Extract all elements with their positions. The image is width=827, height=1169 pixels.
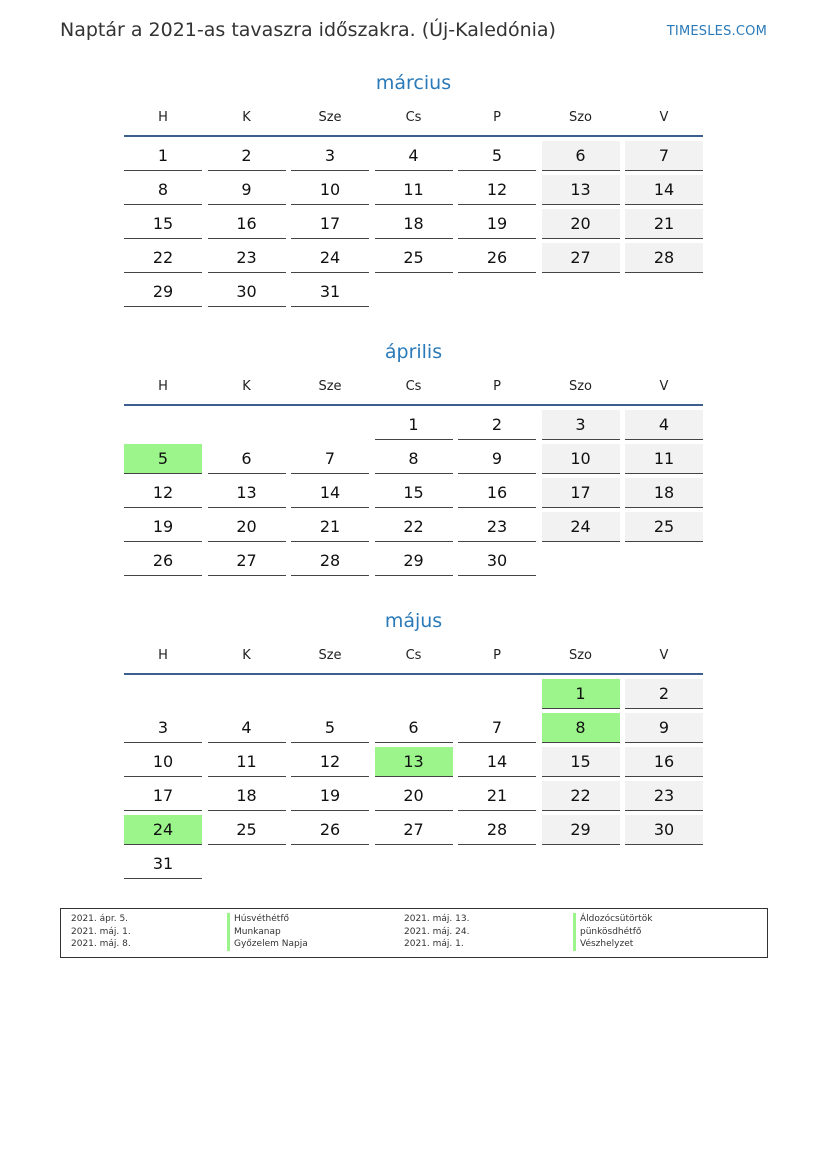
day-cell: 6: [208, 444, 286, 474]
day-cell: 25: [375, 243, 453, 273]
weekday-header: [124, 102, 703, 132]
legend-holiday-name: Áldozócsütörtök: [573, 913, 652, 926]
holiday-day-cell: 13: [375, 747, 453, 777]
day-cell: 27: [375, 815, 453, 845]
weekday-label: K: [242, 647, 251, 663]
day-cell: 2: [625, 679, 703, 709]
day-cell: 2: [458, 410, 536, 440]
day-cell: 24: [291, 243, 369, 273]
legend-dates-col-1: [71, 913, 131, 951]
legend-date: 2021. máj. 1.: [404, 939, 464, 949]
day-cell: 2: [208, 141, 286, 171]
day-cell: 8: [375, 444, 453, 474]
legend-names-col-2: [573, 913, 652, 951]
empty-cell: [124, 410, 202, 440]
day-cell: 11: [375, 175, 453, 205]
day-cell: 20: [542, 209, 620, 239]
legend-holiday-name: Vészhelyzet: [573, 938, 652, 951]
day-cell: 25: [208, 815, 286, 845]
month-april: [124, 337, 703, 576]
day-cell: 5: [291, 713, 369, 743]
day-cell: 12: [124, 478, 202, 508]
empty-cell: [458, 679, 536, 709]
day-cell: 3: [291, 141, 369, 171]
day-cell: 17: [542, 478, 620, 508]
day-cell: 28: [458, 815, 536, 845]
day-cell: 3: [124, 713, 202, 743]
day-cell: 26: [291, 815, 369, 845]
day-cell: 4: [375, 141, 453, 171]
weekday-header: [124, 371, 703, 401]
empty-cell: [124, 679, 202, 709]
weekday-label: P: [493, 647, 501, 663]
holiday-day-cell: 24: [124, 815, 202, 845]
day-cell: 29: [542, 815, 620, 845]
day-grid: [124, 679, 703, 879]
day-cell: 10: [542, 444, 620, 474]
weekday-label: Szo: [568, 378, 593, 394]
month-march: [124, 68, 703, 307]
day-cell: 22: [542, 781, 620, 811]
day-cell: 26: [124, 546, 202, 576]
day-cell: 19: [458, 209, 536, 239]
day-cell: 1: [375, 410, 453, 440]
weekday-label: V: [659, 109, 669, 125]
day-cell: 21: [291, 512, 369, 542]
weekday-label: P: [493, 378, 501, 394]
month-name: május: [384, 610, 443, 632]
day-cell: 20: [375, 781, 453, 811]
day-cell: 9: [625, 713, 703, 743]
day-cell: 30: [458, 546, 536, 576]
header-divider: [124, 135, 703, 137]
day-cell: 7: [458, 713, 536, 743]
weekday-label: V: [659, 647, 669, 663]
day-cell: 27: [542, 243, 620, 273]
day-cell: 28: [625, 243, 703, 273]
empty-cell: [208, 679, 286, 709]
day-cell: 23: [208, 243, 286, 273]
day-cell: 15: [542, 747, 620, 777]
page-title: Naptár a 2021-as tavaszra időszakra. (Új-Kaledónia): [60, 19, 556, 41]
day-cell: 31: [291, 277, 369, 307]
weekday-label: Sze: [318, 378, 342, 394]
day-cell: 20: [208, 512, 286, 542]
day-cell: 29: [375, 546, 453, 576]
legend-date: 2021. máj. 24.: [404, 926, 470, 937]
day-cell: 29: [124, 277, 202, 307]
day-cell: 27: [208, 546, 286, 576]
day-cell: 30: [208, 277, 286, 307]
day-cell: 14: [625, 175, 703, 205]
day-cell: 22: [124, 243, 202, 273]
legend-date: 2021. máj. 8.: [71, 939, 131, 949]
day-cell: 12: [458, 175, 536, 205]
day-cell: 11: [625, 444, 703, 474]
day-cell: 24: [542, 512, 620, 542]
weekday-label: H: [158, 109, 168, 125]
day-cell: 4: [208, 713, 286, 743]
empty-cell: [375, 679, 453, 709]
day-cell: 23: [625, 781, 703, 811]
day-cell: 18: [625, 478, 703, 508]
weekday-label: H: [158, 378, 168, 394]
legend-holiday-name: pünkösdhétfő: [573, 926, 652, 939]
day-cell: 7: [291, 444, 369, 474]
legend-names-col-1: [227, 913, 308, 951]
day-cell: 16: [208, 209, 286, 239]
day-cell: 9: [208, 175, 286, 205]
header-divider: [124, 404, 703, 406]
day-cell: 19: [291, 781, 369, 811]
header-divider: [124, 673, 703, 675]
weekday-label: P: [493, 109, 501, 125]
weekday-label: Cs: [405, 647, 422, 663]
day-cell: 10: [291, 175, 369, 205]
day-cell: 9: [458, 444, 536, 474]
weekday-header: [124, 640, 703, 670]
weekday-label: V: [659, 378, 669, 394]
day-cell: 17: [291, 209, 369, 239]
brand-link[interactable]: TIMESLES.COM: [666, 24, 767, 39]
weekday-label: Sze: [318, 647, 342, 663]
weekday-label: K: [242, 109, 251, 125]
day-cell: 22: [375, 512, 453, 542]
weekday-label: Szo: [568, 647, 593, 663]
legend-date: 2021. ápr. 5.: [71, 914, 129, 924]
holiday-day-cell: 5: [124, 444, 202, 474]
weekday-label: Szo: [568, 109, 593, 125]
day-cell: 16: [458, 478, 536, 508]
day-cell: 25: [625, 512, 703, 542]
day-cell: 15: [124, 209, 202, 239]
day-cell: 18: [375, 209, 453, 239]
weekday-label: Cs: [405, 378, 422, 394]
day-cell: 15: [375, 478, 453, 508]
day-cell: 31: [124, 849, 202, 879]
legend-date: 2021. máj. 1.: [71, 926, 131, 937]
weekday-label: K: [242, 378, 251, 394]
month-may: [124, 606, 703, 879]
day-cell: 10: [124, 747, 202, 777]
day-cell: 13: [208, 478, 286, 508]
day-cell: 21: [458, 781, 536, 811]
day-cell: 13: [542, 175, 620, 205]
day-cell: 11: [208, 747, 286, 777]
weekday-label: Sze: [318, 109, 342, 125]
day-cell: 28: [291, 546, 369, 576]
empty-cell: [208, 410, 286, 440]
day-cell: 17: [124, 781, 202, 811]
day-cell: 3: [542, 410, 620, 440]
legend-holiday-name: Munkanap: [227, 926, 308, 939]
month-name: március: [375, 72, 452, 94]
day-cell: 14: [458, 747, 536, 777]
legend-date: 2021. máj. 13.: [404, 914, 470, 924]
day-cell: 6: [375, 713, 453, 743]
day-grid: [124, 410, 703, 576]
day-cell: 4: [625, 410, 703, 440]
day-cell: 30: [625, 815, 703, 845]
day-cell: 16: [625, 747, 703, 777]
day-cell: 1: [124, 141, 202, 171]
empty-cell: [291, 410, 369, 440]
day-cell: 6: [542, 141, 620, 171]
holiday-day-cell: 1: [542, 679, 620, 709]
holiday-day-cell: 8: [542, 713, 620, 743]
day-cell: 19: [124, 512, 202, 542]
empty-cell: [291, 679, 369, 709]
day-cell: 12: [291, 747, 369, 777]
day-cell: 21: [625, 209, 703, 239]
day-cell: 5: [458, 141, 536, 171]
weekday-label: Cs: [405, 109, 422, 125]
month-name: április: [384, 341, 443, 363]
day-cell: 14: [291, 478, 369, 508]
holiday-legend: [60, 908, 768, 958]
day-cell: 23: [458, 512, 536, 542]
day-cell: 7: [625, 141, 703, 171]
legend-holiday-name: Győzelem Napja: [227, 938, 308, 951]
day-grid: [124, 141, 703, 307]
legend-dates-col-2: [404, 913, 469, 951]
weekday-label: H: [158, 647, 168, 663]
day-cell: 8: [124, 175, 202, 205]
legend-holiday-name: Húsvéthétfő: [227, 913, 308, 926]
day-cell: 18: [208, 781, 286, 811]
day-cell: 26: [458, 243, 536, 273]
